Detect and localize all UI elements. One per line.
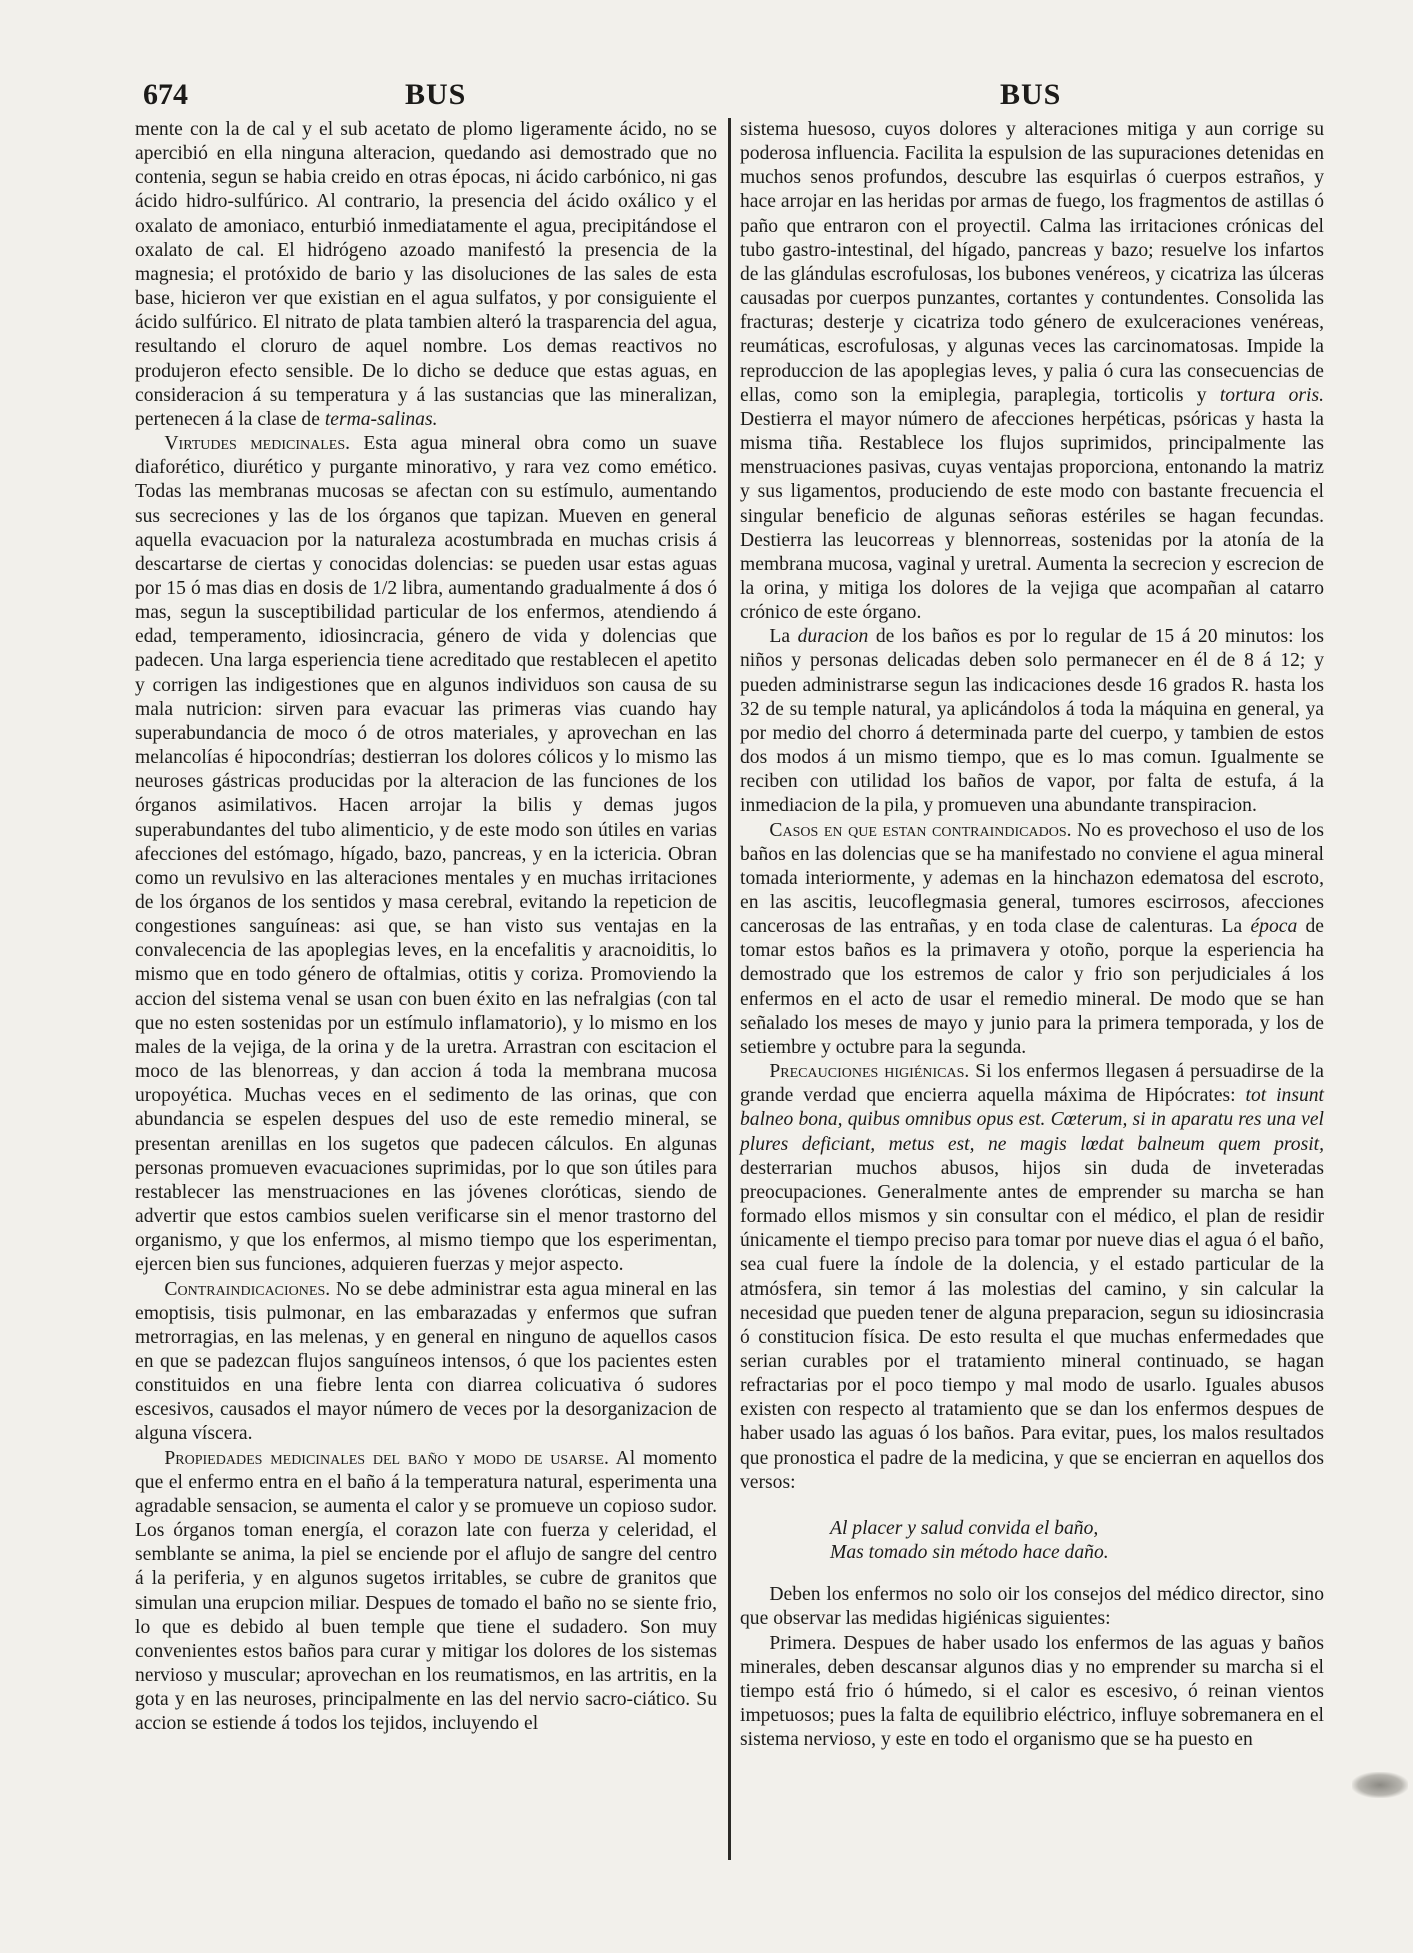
paragraph-precauciones	[740, 1060, 1324, 1495]
running-head-left: BUS	[405, 78, 467, 111]
paragraph-text: Primera. Despues de haber usado los enfermos de las aguas y baños minerales, deben descansar algunos dias y no emprender su marcha si el tiempo está frio ó húmedo, si el calor es escesivo, ó reinan vientos impetuosos; pues la falta de equilibrio eléctrico, influye sobremanera en el sistema nervioso, y este en todo el organismo que se ha puesto en	[740, 1632, 1324, 1751]
paragraph-text: Deben los enfermos no solo oir los consejos del médico director, sino que observar las medidas higiénicas siguientes:	[740, 1584, 1324, 1630]
left-column	[135, 118, 717, 1736]
paragraph-text: Al momento que el enfermo entra en el baño á la temperatura natural, esperimenta una agradable sensacion, se aumenta el calor y se promueve un copioso sudor. Los órganos toman energía, el corazon late con fuerza y celeridad, el semblante se anima, la piel se enciende por el aflujo de sangre del centro á la periferia, y en algunos sugetos irritables, se cubre de granitos que simulan una erupcion miliar. Despues de tomado el baño no se siente frio, lo que es debido al buen temple que tiene el sudadero. Son muy convenientes estos baños para curar y mitigar los dolores de los sistemas nervioso y muscular; aprovechan en los reumatismos, en las artritis, en la gota y en las neuroses, principalmente en las del nervio sacro-ciático. Su accion se estiende á todos los tejidos, incluyendo el	[135, 1447, 717, 1735]
paragraph-continuation	[740, 118, 1324, 625]
section-heading: Contraindicaciones.	[164, 1278, 331, 1300]
paragraph-text: desterrarian muchos abusos, hijos sin duda de inveteradas preocupaciones. Generalmente antes de emprender su marcha se han formado ellos mismos y sin consultar con el médico, el plan de residir únicamente el tiempo preciso para tomar por nueve dias el agua ó el baño, sea cual fuere la índole de la dolencia, y el estado particular de la atmósfera, sin temor á las molestias del camino, y sin calcular la necesidad que pueden tener de alguna preparacion, segun su idiosincrasia ó constitucion física. De esto resulta el que muchas enfermedades que serian curables por el tratamiento mineral continuado, se hagan refractarias por el poco tiempo y mal modo de usarlo. Iguales abusos existen con respecto al tratamiento que se dan los enfermos despues de haber usado las aguas ó los baños. Para evitar, pues, los malos resultados que pronostica el padre de la medicina, y que se encierran en aquellos dos versos:	[740, 1157, 1324, 1493]
italic-term: terma-salinas.	[324, 408, 438, 430]
latin-quote: tot insunt balneo bona, quibus omnibus opus est. Cœterum, si in aparatu res una vel plures deficiant, metus est, ne magis lœdat balneum quem prosit,	[740, 1085, 1324, 1155]
running-head-right: BUS	[1000, 78, 1062, 111]
paragraph-virtudes	[135, 432, 717, 1277]
italic-term: duracion	[797, 626, 869, 648]
paragraph-text: Destierra el mayor número de afecciones herpéticas, psóricas y hasta la misma tiña. Restablece los flujos suprimidos, principalmente las menstruaciones pasivas, cuyas ventajas proporciona, entonando la matriz y sus ligamentos, produciendo de este modo con bastante frecuencia el singular beneficio de algunas señoras estériles se hagan fecundas. Destierra las leucorreas y blennorreas, sostenidas por la atonía de la membrana mucosa, vaginal y uretral. Aumenta la secrecion y escrecion de la orina, y mitiga los dolores de la vejiga que acompañan al catarro crónico de este órgano.	[740, 408, 1324, 624]
paragraph-duracion	[740, 625, 1324, 818]
verse-line: Mas tomado sin método hace daño.	[830, 1542, 1109, 1564]
paragraph-analysis	[135, 118, 717, 432]
right-column	[740, 118, 1324, 1752]
paragraph-text: Esta agua mineral obra como un suave diaforético, diurético y purgante minorativo, y rara vez como emético. Todas las membranas mucosas se afectan con su estímulo, aumentando sus secreciones y las de los órganos que tapizan. Mueven en general aquella evacuacion por la naturaleza acostumbrada en muchas crisis á descartarse de ciertas y conocidas dolencias: se pueden usar estas aguas por 15 ó mas dias en dosis de 1/2 libra, aumentando gradualmente á dos ó mas, segun la susceptibilidad particular de los enfermos, atendiendo á edad, temperamento, idiosincracia, género de vida y dolencias que padecen. Una larga esperiencia tiene acreditado que restablecen el apetito y corrigen las indigestiones que en algunos individuos son causa de su mala nutricion: sirven para evacuar las primeras vias cuando hay superabundancia de moco ó de otros materiales, y aprovechan en las melancolías é hipocondrías; destierran los dolores cólicos y lo mismo las neuroses gástricas producidas por la alteracion de las funciones de los órganos asimilativos. Hacen arrojar la bilis y demas jugos superabundantes del tubo alimenticio, y de este modo son útiles en varias afecciones del estómago, hígado, bazo, pancreas, y en la ictericia. Obran como un revulsivo en las alteraciones mentales y en muchas irritaciones de los órganos de los sentidos y masa cerebral, evitando la repeticion de congestiones sanguíneas: asi que, se han visto sus ventajas en la convalecencia de las apoplegias leves, en la encefalitis y aracnoiditis, lo mismo que en todo género de oftalmias, otitis y coriza. Promoviendo la accion del sistema venal se usan con buen éxito en las nefralgias (con tal que no esten sostenidas por un estímulo inflamatorio), y lo mismo en los males de la vejiga, de la orina y de la uretra. Arrastran con escitacion el moco de las blenorreas, y dan accion á toda la membrana mucosa uropoyética. Muchas veces en el sedimento de las orinas, que con abundancia se espelen despues del uso de este remedio mineral, se presentan arenillas en los sugetos que padecen cálculos. En algunas personas promueven evacuaciones suprimidas, por lo que son útiles para restablecer las menstruaciones en las jóvenes cloróticas, siendo de advertir que estos cambios suelen verificarse sin el menor trastorno del organismo, y que los enfermos, al mismo tiempo que los esperimentan, ejercen bien sus funciones, adquieren fuerzas y mejor aspecto.	[135, 433, 717, 1276]
paragraph-text: No se debe administrar esta agua mineral en las emoptisis, tisis pulmonar, en las embarazadas y enfermos que sufran metrorragias, en las melenas, y en general en ninguno de aquellos casos en que se padezcan flujos sanguíneos intensos, ó que los pacientes esten constituidos en una fiebre lenta con diarrea colicuativa ó sudores escesivos, causados el mayor número de veces por la desorganizacion de alguna víscera.	[135, 1278, 717, 1445]
page-number: 674	[143, 78, 188, 111]
paragraph-text: de los baños es por lo regular de 15 á 20 minutos: los niños y personas delicadas deben solo permanecer en él de 8 á 12; y pueden administrarse segun las indicaciones desde 16 grados R. hasta los 32 de su temple natural, ya aplicándolos á toda la máquina en general, ya por medio del chorro á determinada parte del cuerpo, y tambien de estos dos modos á un mismo tiempo, que es lo mas comun. Igualmente se reciben con utilidad los baños de vapor, por falta de estufa, á la inmediacion de la pila, y promueven una abundante transpiracion.	[740, 626, 1324, 817]
paragraph-casos	[740, 819, 1324, 1061]
paragraph-contraindicaciones	[135, 1278, 717, 1447]
section-heading: Virtudes medicinales.	[164, 433, 350, 455]
paragraph-text: Si los enfermos llegasen á persuadirse de la grande verdad que encierra aquella máxima de Hipócrates:	[740, 1061, 1324, 1107]
section-heading: Precauciones higiénicas.	[769, 1061, 970, 1083]
italic-term: época	[1250, 916, 1298, 938]
paragraph-propiedades	[135, 1447, 717, 1737]
paragraph-primera	[740, 1632, 1324, 1753]
section-heading: Propiedades medicinales del baño y modo de usarse.	[164, 1447, 609, 1469]
paragraph-text: La	[769, 626, 791, 648]
paragraph-text: No es provechoso el uso de los baños en las dolencias que se ha manifestado no conviene el agua mineral tomada interiormente, y ademas en la hinchazon edematosa del escroto, en las ascitis, leucoflegmasia general, tumores escirrosos, afecciones cancerosas de las entrañas, y en toda clase de calenturas. La	[740, 819, 1325, 938]
page-stain	[1352, 1772, 1408, 1798]
section-heading: Casos en que estan contraindicados.	[769, 819, 1072, 841]
verse-block	[740, 1517, 1324, 1565]
paragraph-deben	[740, 1583, 1324, 1631]
paragraph-text: sistema huesoso, cuyos dolores y alteraciones mitiga y aun corrige su poderosa influencia. Facilita la espulsion de las supuraciones detenidas en muchos senos profundos, descubre las esquirlas ó cuerpos estraños, y hace arrojar en las heridas por armas de fuego, los fragmentos de astillas ó paño que entraron con el proyectil. Calma las irritaciones crónicas del tubo gastro-intestinal, del hígado, pancreas y bazo; resuelve los infartos de las glándulas escrofulosas, los bubones venéreos, y cicatriza las úlceras causadas por cuerpos punzantes, cortantes y contundentes. Consolida las fracturas; desterje y cicatriza todo género de exulceraciones venéreas, reumáticas, escrofulosas, y algunas veces las carcinomatosas. Impide la reproduccion de las apoplegias leves, y palia ó cura las consecuencias de ellas, como son la emiplegia, paraplegia, torticolis y	[740, 119, 1324, 406]
italic-term: tortura oris.	[1219, 384, 1324, 406]
page-header	[0, 78, 1413, 114]
paragraph-text: de tomar estos baños es la primavera y otoño, porque la esperiencia ha demostrado que los estremos de calor y frio son perjudiciales á los enfermos en el acto de usar el remedio mineral. De modo que se han señalado los meses de mayo y junio para la primera temporada, y los de setiembre y octubre para la segunda.	[740, 916, 1324, 1058]
column-rule	[728, 118, 731, 1860]
paragraph-text: mente con la de cal y el sub acetato de plomo ligeramente ácido, no se apercibió en ella ninguna alteracion, quedando asi demostrado que no contenia, segun se habia creido en otras épocas, ni ácido carbónico, ni gas ácido hidro-sulfúrico. Al contrario, la presencia del ácido oxálico y el oxalato de amoniaco, enturbió inmediatamente el agua, precipitándose el oxalato de cal. El hidrógeno azoado manifestó la presencia de la magnesia; el protóxido de bario y las disoluciones de las sales de esta base, hicieron ver que existian en el agua sulfatos, y por consiguiente el ácido sulfúrico. El nitrato de plata tambien alteró la trasparencia del agua, resultando el cloruro de aquel nombre. Los demas reactivos no produjeron efecto sensible. De lo dicho se deduce que estas aguas, en consideracion á su temperatura y á las sustancias que las mineralizan, pertenecen á la clase de	[135, 119, 717, 430]
verse-line: Al placer y salud convida el baño,	[830, 1517, 1099, 1539]
